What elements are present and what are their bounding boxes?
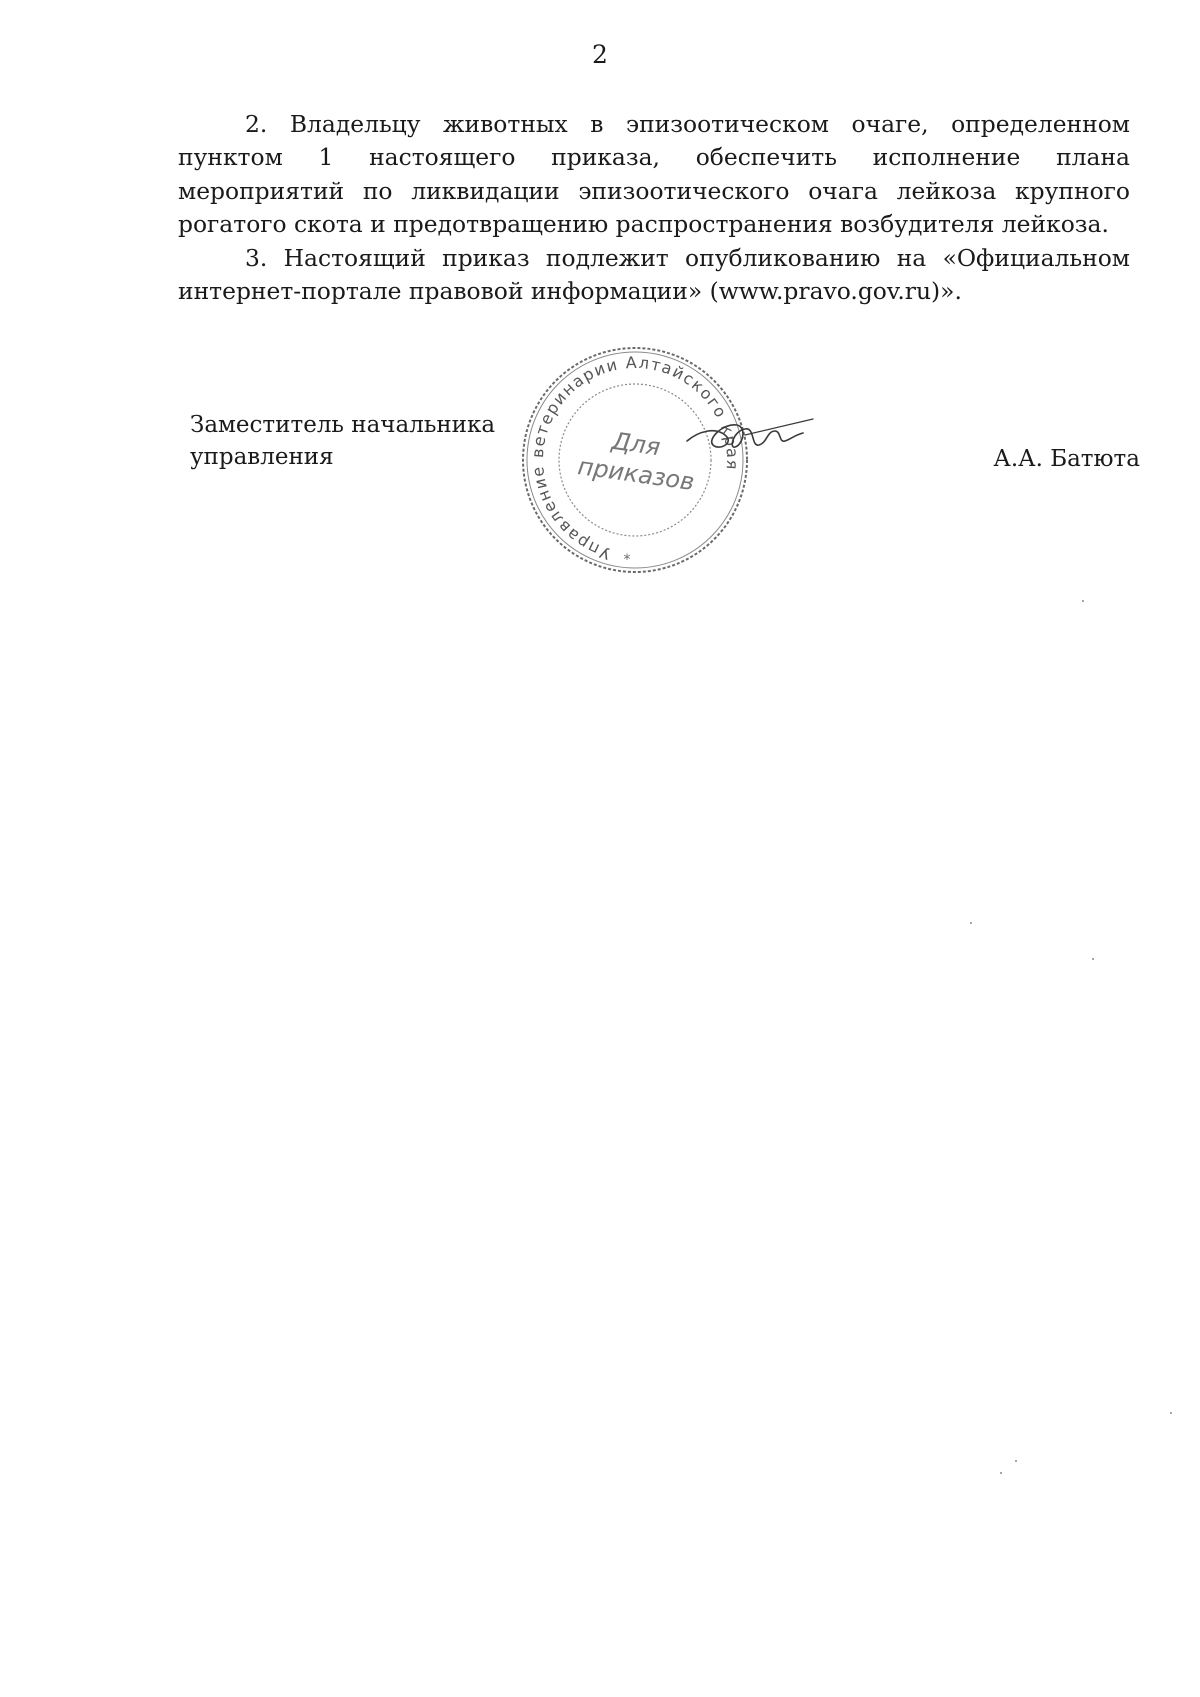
stamp-ring-textpath: Управление ветеринарии Алтайского края — [527, 352, 743, 564]
paragraph-3: 3. Настоящий приказ подлежит опубликованию на «Официальном интернет-портале правовой информации» (www.pravo.gov.ru)». — [178, 243, 1130, 306]
stamp-center-line-1: Для — [610, 426, 663, 462]
signer-position-line-2: управления — [190, 444, 334, 470]
scan-speck — [1000, 1472, 1002, 1474]
handwritten-signature — [685, 405, 815, 465]
page-number: 2 — [592, 40, 608, 69]
scan-speck — [1015, 1460, 1017, 1462]
order-body — [178, 108, 1130, 308]
scan-speck — [1170, 1412, 1172, 1414]
signature-stroke — [687, 425, 803, 447]
stamp-center-line-2: приказов — [576, 452, 697, 497]
paragraph-2: 2. Владельцу животных в эпизоотическом очаге, определенном пунктом 1 настоящего приказа, обеспечить исполнение плана мероприятий по ликвидации эпизоотического очага лейкоза крупного рогатого скота и предотвращению распространения возбудителя лейкоза. — [178, 110, 1130, 239]
scan-speck — [1082, 600, 1084, 602]
signer-position-line-1: Заместитель начальника — [190, 412, 496, 438]
stamp-star-icon: * — [623, 552, 631, 568]
scan-speck — [1092, 958, 1094, 960]
signer-name: А.А. Батюта — [993, 446, 1140, 472]
signer-position — [190, 409, 520, 473]
scan-speck — [970, 922, 972, 924]
